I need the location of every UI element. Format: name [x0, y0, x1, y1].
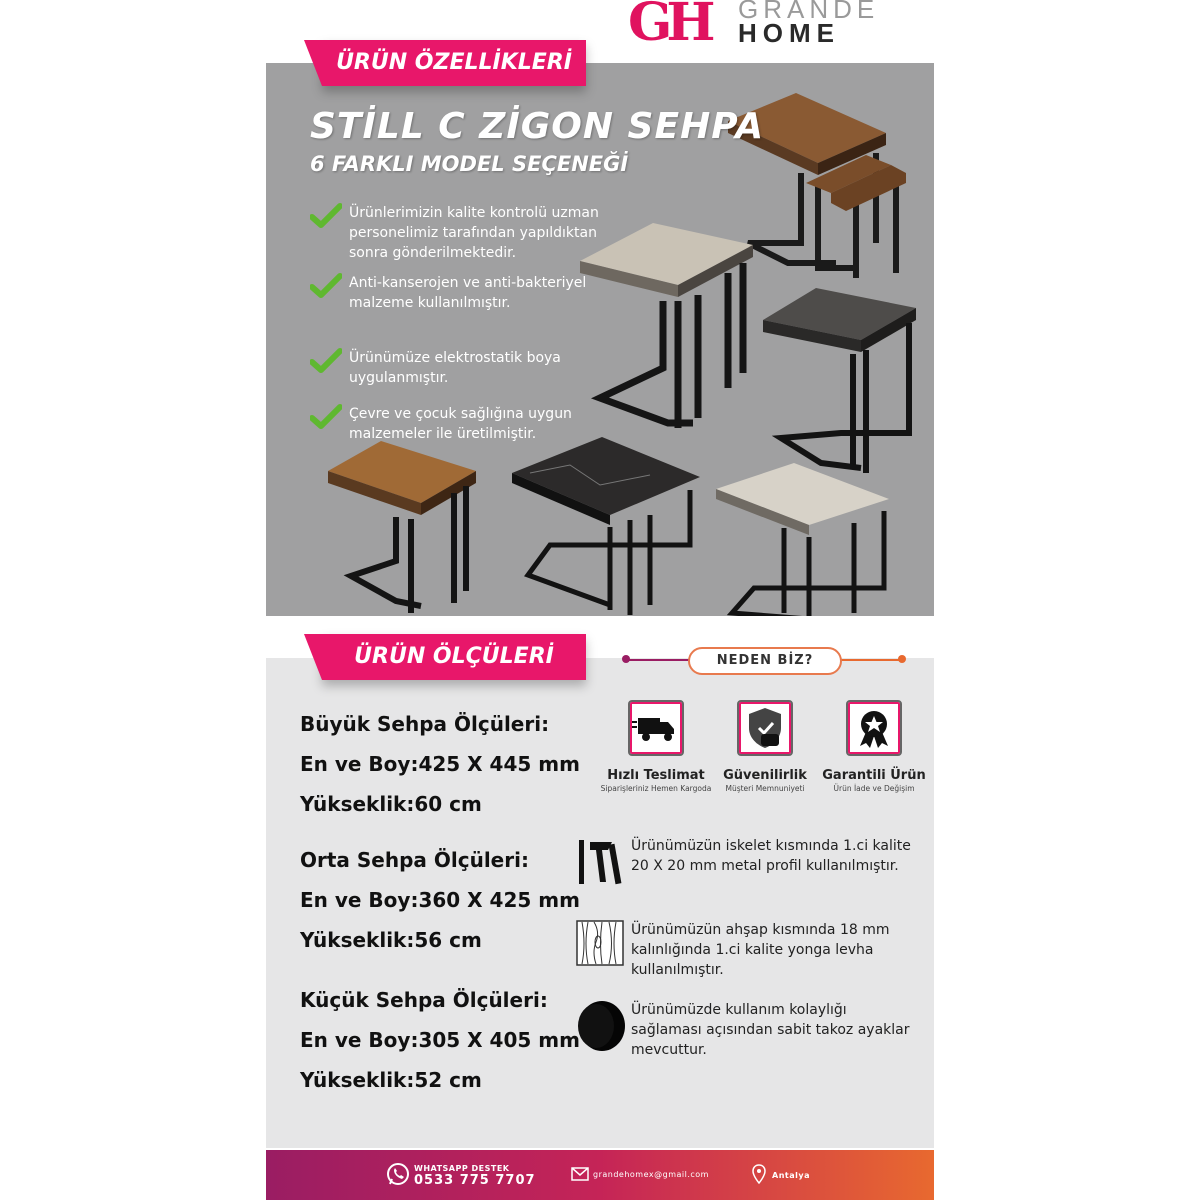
round-foot-icon — [576, 1000, 626, 1052]
badge-subtitle: Müşteri Memnuniyeti — [725, 784, 805, 793]
brand-logo — [628, 0, 898, 53]
shield-hand-icon — [737, 700, 793, 756]
feature-text: Anti-kanserojen ve anti-bakteriyel malzeme kullanılmıştır. — [349, 275, 587, 311]
badge-title: Güvenilirlik — [723, 768, 807, 783]
badge-fast-delivery — [596, 700, 716, 793]
dimension-height: Yükseklik:52 cm — [300, 1068, 482, 1092]
location-pin-icon — [752, 1164, 766, 1184]
badge-subtitle: Siparişleriniz Hemen Kargoda — [600, 784, 712, 793]
product-image-black-marble — [510, 435, 705, 616]
why-us-label: NEDEN BİZ? — [688, 647, 842, 675]
dimension-height: Yükseklik:56 cm — [300, 928, 482, 952]
checkmark-icon — [310, 404, 342, 430]
logo-name-top: GRANDE — [738, 0, 880, 24]
phone-number: 0533 775 7707 — [414, 1173, 536, 1188]
badge-subtitle: Ürün İade ve Değişim — [833, 784, 915, 793]
email-address: grandehomex@gmail.com — [593, 1170, 709, 1179]
footer-bar — [266, 1150, 934, 1200]
badge-guarantee — [814, 700, 934, 793]
product-image-oak-small — [326, 441, 481, 616]
product-image-white-marble — [714, 463, 894, 616]
why-dot-left — [622, 655, 630, 663]
spec-text: Ürünümüzün iskelet kısmında 1.ci kalite 20 X 20 mm metal profil kullanılmıştır. — [631, 838, 911, 874]
email-contact[interactable] — [571, 1150, 731, 1200]
dimensions-ribbon: ÜRÜN ÖLÇÜLERİ — [322, 634, 586, 680]
badge-title: Hızlı Teslimat — [607, 768, 705, 783]
logo-mark: GH — [628, 0, 710, 53]
mail-icon — [571, 1167, 589, 1181]
tools-icon — [576, 836, 622, 886]
checkmark-icon — [310, 203, 342, 229]
dimension-heading: Küçük Sehpa Ölçüleri: — [300, 988, 548, 1012]
whatsapp-icon — [386, 1162, 410, 1186]
features-ribbon: ÜRÜN ÖZELLİKLERİ — [322, 40, 586, 86]
dimension-heading: Büyük Sehpa Ölçüleri: — [300, 712, 550, 736]
whatsapp-label: WHATSAPP DESTEK — [414, 1164, 510, 1173]
spec-text: Ürünümüzde kullanım kolaylığı sağlaması açısından sabit takoz ayaklar mevcuttur. — [631, 1002, 910, 1058]
spec-text: Ürünümüzün ahşap kısmında 18 mm kalınlığında 1.ci kalite yonga levha kullanılmıştır. — [631, 922, 890, 978]
dimension-size: En ve Boy:305 X 405 mm — [300, 1028, 580, 1052]
location-text: Antalya — [772, 1171, 810, 1180]
feature-text: Ürünlerimizin kalite kontrolü uzman personelimiz tarafından yapıldıktan sonra gönderilmektedir. — [349, 205, 599, 261]
badge-reliability — [705, 700, 825, 793]
why-divider-right — [838, 659, 902, 661]
feature-text: Çevre ve çocuk sağlığına uygun malzemeler ile üretilmiştir. — [349, 406, 572, 442]
whatsapp-contact[interactable] — [386, 1150, 556, 1200]
dimension-size: En ve Boy:425 X 445 mm — [300, 752, 580, 776]
why-divider-left — [626, 659, 690, 661]
dimension-size: En ve Boy:360 X 425 mm — [300, 888, 580, 912]
logo-name-bottom: HOME — [738, 18, 840, 48]
truck-icon — [628, 700, 684, 756]
dimension-heading: Orta Sehpa Ölçüleri: — [300, 848, 529, 872]
checkmark-icon — [310, 348, 342, 374]
badge-title: Garantili Ürün — [822, 768, 926, 783]
dimension-height: Yükseklik:60 cm — [300, 792, 482, 816]
award-ribbon-icon — [846, 700, 902, 756]
why-dot-right — [898, 655, 906, 663]
product-image-dark-marble — [761, 288, 926, 478]
product-subtitle: 6 FARKLI MODEL SEÇENEĞİ — [310, 152, 629, 176]
checkmark-icon — [310, 273, 342, 299]
feature-text: Ürünümüze elektrostatik boya uygulanmıştır. — [349, 350, 561, 386]
wood-grain-icon — [576, 920, 624, 966]
product-title: STİLL C ZİGON SEHPA — [310, 106, 765, 147]
location-contact — [752, 1150, 852, 1200]
